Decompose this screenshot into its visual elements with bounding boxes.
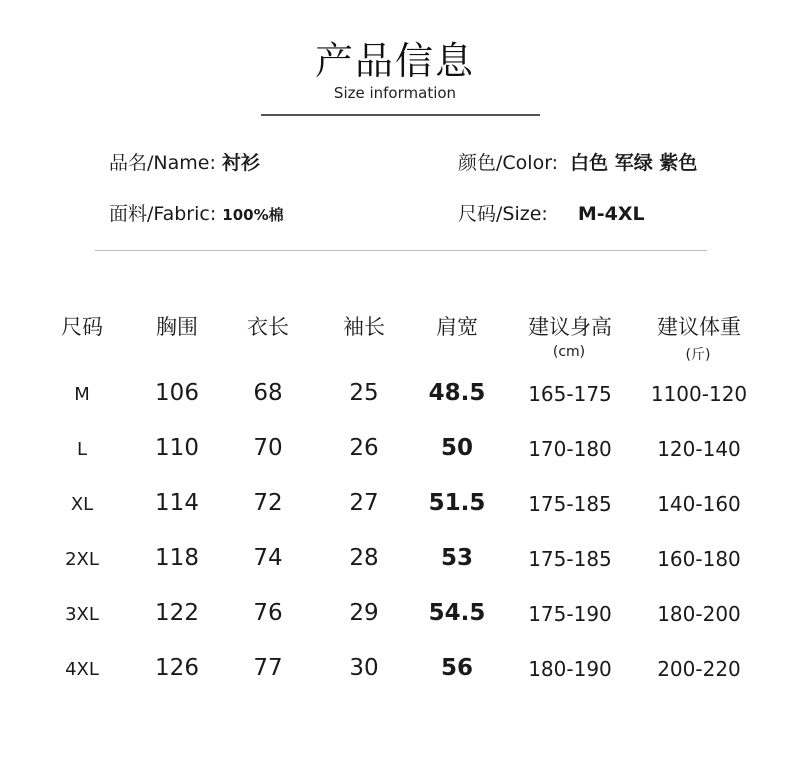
cell-sleeve: 25: [349, 380, 379, 406]
name-value: 衬衫: [221, 152, 260, 174]
cell-size: L: [76, 439, 88, 460]
page-title: 产品信息: [314, 39, 475, 83]
cell-height: 165-175: [528, 382, 612, 406]
page-subtitle: Size information: [333, 84, 457, 102]
cell-chest: 114: [155, 490, 199, 516]
cell-size: 2XL: [65, 549, 99, 570]
cell-height: 170-180: [528, 437, 612, 461]
cell-shoulder: 51.5: [428, 490, 486, 516]
color-label: 颜色/Color:: [458, 152, 559, 174]
cell-shoulder: 50: [440, 435, 474, 461]
col-header-size: 尺码: [61, 315, 103, 339]
col-header-length: 衣长: [247, 315, 289, 339]
col-header-weight: 建议体重: [657, 315, 741, 339]
cell-chest: 106: [155, 380, 199, 406]
cell-size: M: [74, 384, 90, 405]
cell-weight: 160-180: [657, 547, 741, 571]
info-divider: [95, 250, 707, 251]
cell-length: 74: [253, 545, 283, 571]
cell-sleeve: 27: [349, 490, 379, 516]
col-header-height: 建议身高: [528, 315, 612, 339]
col-header-sleeve: 袖长: [343, 315, 385, 339]
cell-sleeve: 29: [349, 600, 379, 626]
cell-height: 175-190: [528, 602, 612, 626]
cell-chest: 110: [155, 435, 199, 461]
cell-length: 68: [253, 380, 283, 406]
cell-weight: 120-140: [657, 437, 741, 461]
cell-chest: 122: [155, 600, 199, 626]
cell-height: 180-190: [528, 657, 612, 681]
cell-chest: 126: [155, 655, 199, 681]
cell-size: 4XL: [65, 659, 99, 680]
fabric-label: 面料/Fabric:: [109, 203, 217, 225]
title-divider: [261, 114, 540, 116]
cell-sleeve: 30: [349, 655, 379, 681]
cell-size: 3XL: [65, 604, 99, 625]
cell-weight: 180-200: [657, 602, 741, 626]
cell-length: 77: [253, 655, 283, 681]
cell-length: 72: [253, 490, 283, 516]
cell-sleeve: 26: [349, 435, 379, 461]
name-label: 品名/Name:: [109, 152, 216, 174]
cell-size: XL: [70, 494, 94, 515]
cell-height: 175-185: [528, 492, 612, 516]
cell-weight: 1100-120: [650, 382, 748, 406]
height-unit: (cm): [552, 344, 586, 360]
cell-weight: 200-220: [657, 657, 741, 681]
col-header-shoulder: 肩宽: [436, 315, 478, 339]
cell-shoulder: 53: [440, 545, 474, 571]
fabric-value: 100%棉: [222, 206, 284, 224]
cell-sleeve: 28: [349, 545, 379, 571]
cell-height: 175-185: [528, 547, 612, 571]
col-header-chest: 胸围: [156, 315, 198, 339]
info-size: [458, 199, 645, 226]
cell-length: 70: [253, 435, 283, 461]
info-color: [458, 148, 697, 175]
cell-shoulder: 54.5: [428, 600, 486, 626]
cell-weight: 140-160: [657, 492, 741, 516]
cell-shoulder: 48.5: [428, 380, 486, 406]
info-name: [109, 148, 260, 175]
color-value: 白色 军绿 紫色: [570, 152, 698, 174]
info-fabric: [109, 199, 284, 226]
size-label: 尺码/Size:: [458, 203, 548, 225]
cell-chest: 118: [155, 545, 199, 571]
weight-unit: (斤): [685, 347, 711, 363]
size-value: M-4XL: [577, 203, 645, 225]
cell-length: 76: [253, 600, 283, 626]
cell-shoulder: 56: [440, 655, 474, 681]
